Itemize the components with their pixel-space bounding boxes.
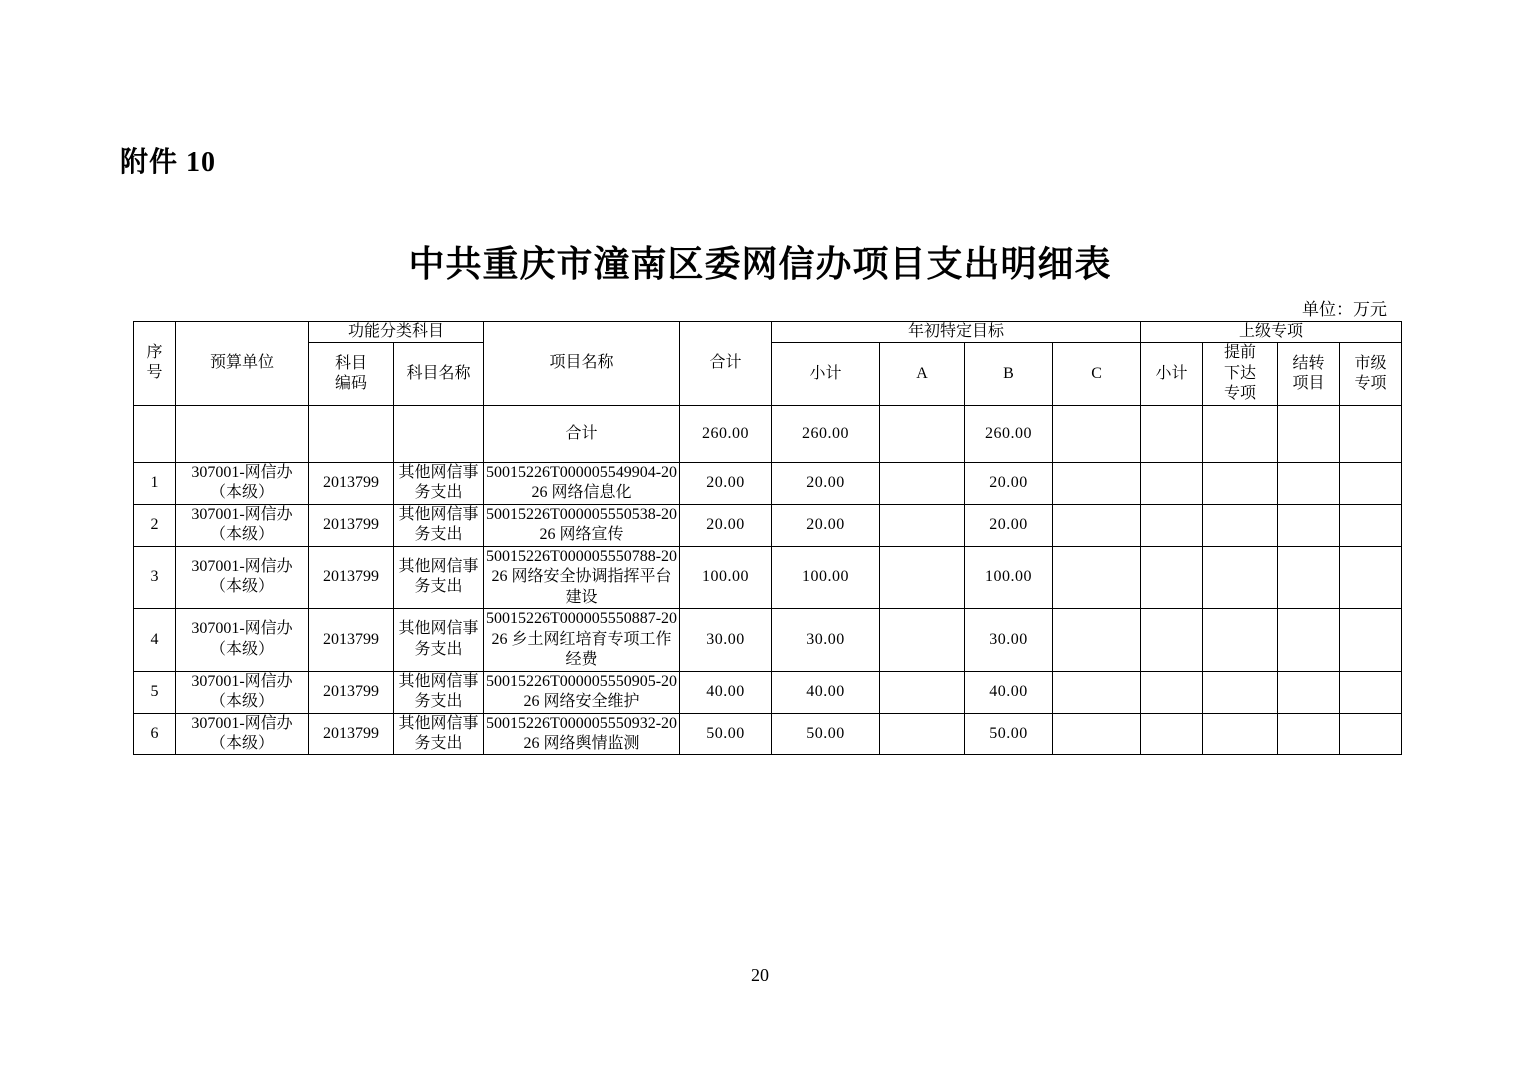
header-superior-special: 上级专项 bbox=[1141, 322, 1402, 343]
row-unit: 307001-网信办（本级） bbox=[176, 609, 309, 671]
row-sup-subtotal bbox=[1141, 609, 1203, 671]
header-subtotal: 小计 bbox=[772, 343, 880, 405]
row-subject: 其他网信事务支出 bbox=[394, 462, 484, 504]
row-sup-subtotal bbox=[1141, 671, 1203, 713]
row-advance-issue bbox=[1203, 504, 1278, 546]
row-subject: 其他网信事务支出 bbox=[394, 609, 484, 671]
row-code: 2013799 bbox=[309, 713, 394, 755]
row-b: 20.00 bbox=[965, 504, 1053, 546]
row-seq: 4 bbox=[134, 609, 176, 671]
total-row-a bbox=[880, 405, 965, 462]
unit-note: 单位：万元 bbox=[1302, 300, 1387, 319]
row-project: 50015226T000005550905-2026 网络安全维护 bbox=[484, 671, 680, 713]
header-column-c: C bbox=[1053, 343, 1141, 405]
table-row bbox=[134, 546, 1402, 608]
row-seq: 1 bbox=[134, 462, 176, 504]
row-unit: 307001-网信办（本级） bbox=[176, 504, 309, 546]
header-subject-name: 科目名称 bbox=[394, 343, 484, 405]
row-subtotal: 30.00 bbox=[772, 609, 880, 671]
row-a bbox=[880, 462, 965, 504]
row-total: 50.00 bbox=[680, 713, 772, 755]
row-subject: 其他网信事务支出 bbox=[394, 504, 484, 546]
row-c bbox=[1053, 504, 1141, 546]
table-row-total bbox=[134, 405, 1402, 462]
row-a bbox=[880, 713, 965, 755]
row-subject: 其他网信事务支出 bbox=[394, 713, 484, 755]
row-a bbox=[880, 504, 965, 546]
row-subtotal: 100.00 bbox=[772, 546, 880, 608]
row-b: 50.00 bbox=[965, 713, 1053, 755]
row-city-special bbox=[1340, 713, 1402, 755]
row-project: 50015226T000005549904-2026 网络信息化 bbox=[484, 462, 680, 504]
row-c bbox=[1053, 462, 1141, 504]
row-sup-subtotal bbox=[1141, 504, 1203, 546]
row-c bbox=[1053, 546, 1141, 608]
row-sup-subtotal bbox=[1141, 462, 1203, 504]
table-row bbox=[134, 504, 1402, 546]
header-seq: 序 号 bbox=[134, 322, 176, 406]
row-unit: 307001-网信办（本级） bbox=[176, 671, 309, 713]
row-city-special bbox=[1340, 504, 1402, 546]
row-advance-issue bbox=[1203, 609, 1278, 671]
row-code: 2013799 bbox=[309, 504, 394, 546]
row-code: 2013799 bbox=[309, 546, 394, 608]
total-row-b: 260.00 bbox=[965, 405, 1053, 462]
header-project-name: 项目名称 bbox=[484, 322, 680, 406]
row-carryover bbox=[1278, 609, 1340, 671]
row-project: 50015226T000005550932-2026 网络舆情监测 bbox=[484, 713, 680, 755]
total-row-sup-subtotal bbox=[1141, 405, 1203, 462]
header-year-start-target: 年初特定目标 bbox=[772, 322, 1141, 343]
row-project: 50015226T000005550887-2026 乡土网红培育专项工作经费 bbox=[484, 609, 680, 671]
header-subject-code: 科目 编码 bbox=[309, 343, 394, 405]
row-subtotal: 20.00 bbox=[772, 462, 880, 504]
row-total: 20.00 bbox=[680, 462, 772, 504]
row-unit: 307001-网信办（本级） bbox=[176, 713, 309, 755]
row-carryover bbox=[1278, 546, 1340, 608]
total-row-city-special bbox=[1340, 405, 1402, 462]
row-b: 40.00 bbox=[965, 671, 1053, 713]
header-city-special: 市级 专项 bbox=[1340, 343, 1402, 405]
header-column-a: A bbox=[880, 343, 965, 405]
row-carryover bbox=[1278, 671, 1340, 713]
row-sup-subtotal bbox=[1141, 713, 1203, 755]
row-c bbox=[1053, 713, 1141, 755]
total-row-unit bbox=[176, 405, 309, 462]
expense-detail-table-wrapper bbox=[133, 321, 1388, 755]
row-carryover bbox=[1278, 713, 1340, 755]
row-carryover bbox=[1278, 462, 1340, 504]
row-a bbox=[880, 671, 965, 713]
row-project: 50015226T000005550538-2026 网络宣传 bbox=[484, 504, 680, 546]
row-subtotal: 20.00 bbox=[772, 504, 880, 546]
total-row-subtotal: 260.00 bbox=[772, 405, 880, 462]
row-a bbox=[880, 609, 965, 671]
row-subtotal: 50.00 bbox=[772, 713, 880, 755]
row-project: 50015226T000005550788-2026 网络安全协调指挥平台建设 bbox=[484, 546, 680, 608]
header-carryover: 结转 项目 bbox=[1278, 343, 1340, 405]
table-header-row-1 bbox=[134, 322, 1402, 343]
row-total: 40.00 bbox=[680, 671, 772, 713]
total-row-advance-issue bbox=[1203, 405, 1278, 462]
row-unit: 307001-网信办（本级） bbox=[176, 546, 309, 608]
row-advance-issue bbox=[1203, 462, 1278, 504]
header-budget-unit: 预算单位 bbox=[176, 322, 309, 406]
total-row-subject bbox=[394, 405, 484, 462]
table-row bbox=[134, 713, 1402, 755]
row-subtotal: 40.00 bbox=[772, 671, 880, 713]
total-row-code bbox=[309, 405, 394, 462]
row-code: 2013799 bbox=[309, 462, 394, 504]
row-total: 30.00 bbox=[680, 609, 772, 671]
row-seq: 2 bbox=[134, 504, 176, 546]
header-column-b: B bbox=[965, 343, 1053, 405]
row-city-special bbox=[1340, 609, 1402, 671]
total-row-label: 合计 bbox=[484, 405, 680, 462]
row-code: 2013799 bbox=[309, 609, 394, 671]
row-b: 20.00 bbox=[965, 462, 1053, 504]
row-subject: 其他网信事务支出 bbox=[394, 546, 484, 608]
row-sup-subtotal bbox=[1141, 546, 1203, 608]
page-number: 20 bbox=[751, 965, 769, 985]
row-unit: 307001-网信办（本级） bbox=[176, 462, 309, 504]
row-city-special bbox=[1340, 671, 1402, 713]
row-seq: 5 bbox=[134, 671, 176, 713]
header-total: 合计 bbox=[680, 322, 772, 406]
row-a bbox=[880, 546, 965, 608]
header-function-category: 功能分类科目 bbox=[309, 322, 484, 343]
row-advance-issue bbox=[1203, 546, 1278, 608]
row-b: 100.00 bbox=[965, 546, 1053, 608]
total-row-total: 260.00 bbox=[680, 405, 772, 462]
row-seq: 6 bbox=[134, 713, 176, 755]
header-advance-issue: 提前 下达 专项 bbox=[1203, 343, 1278, 405]
row-total: 100.00 bbox=[680, 546, 772, 608]
total-row-seq bbox=[134, 405, 176, 462]
total-row-c bbox=[1053, 405, 1141, 462]
table-row bbox=[134, 609, 1402, 671]
row-c bbox=[1053, 609, 1141, 671]
row-advance-issue bbox=[1203, 713, 1278, 755]
row-carryover bbox=[1278, 504, 1340, 546]
header-superior-subtotal: 小计 bbox=[1141, 343, 1203, 405]
total-row-carryover bbox=[1278, 405, 1340, 462]
row-b: 30.00 bbox=[965, 609, 1053, 671]
row-code: 2013799 bbox=[309, 671, 394, 713]
row-total: 20.00 bbox=[680, 504, 772, 546]
row-subject: 其他网信事务支出 bbox=[394, 671, 484, 713]
row-c bbox=[1053, 671, 1141, 713]
row-seq: 3 bbox=[134, 546, 176, 608]
row-city-special bbox=[1340, 462, 1402, 504]
row-city-special bbox=[1340, 546, 1402, 608]
row-advance-issue bbox=[1203, 671, 1278, 713]
attachment-label: 附件 10 bbox=[120, 147, 217, 178]
table-row bbox=[134, 462, 1402, 504]
expense-detail-table bbox=[133, 321, 1402, 755]
table-row bbox=[134, 671, 1402, 713]
page-title: 中共重庆市潼南区委网信办项目支出明细表 bbox=[408, 244, 1112, 284]
